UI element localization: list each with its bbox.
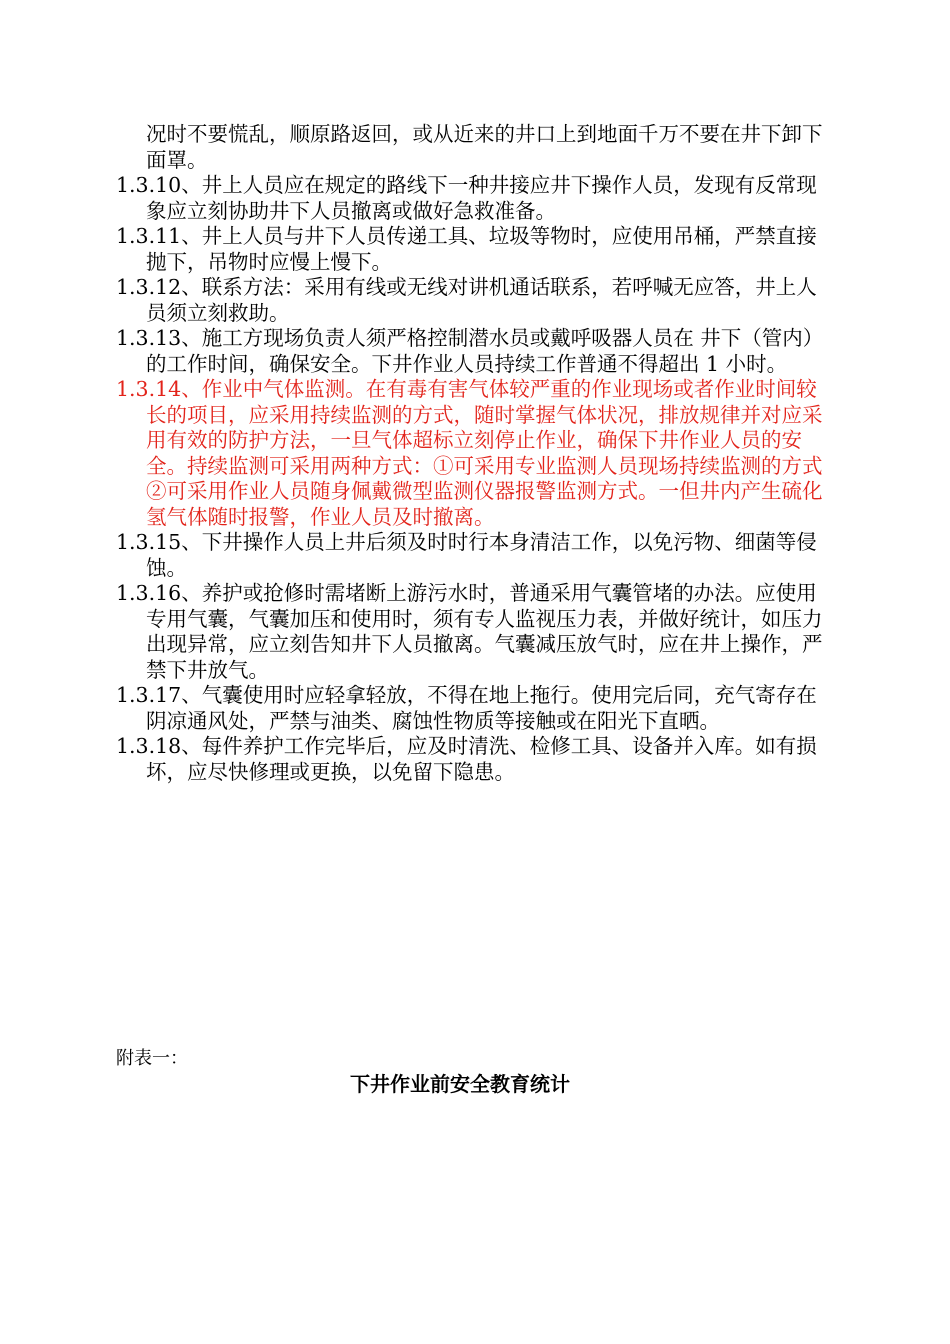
- paragraph-continuation: 况时不要慌乱，顺原路返回，或从近来的井口上到地面千万不要在井下卸下面罩。: [146, 122, 823, 172]
- document-body: [116, 122, 828, 785]
- appendix-title: 下井作业前安全教育统计: [350, 1072, 570, 1096]
- paragraph-1-3-14-highlighted: 1.3.14、作业中气体监测。在有毒有害气体较严重的作业现场或者作业时间较长的项目，应采用持续监测的方式，随时掌握气体状况，排放规律并对应采用有效的防护方法，一旦气体超标立刻停止作业，确保下井作业人员的安全。持续监测可采用两种方式：①可采用专业监测人员现场持续监测的方式②可采用作业人员随身佩戴微型监测仪器报警监测方式。一但井内产生硫化氢气体随时报警，作业人员及时撤离。: [116, 377, 823, 529]
- paragraph-1-3-10: 1.3.10、井上人员应在规定的路线下一种井接应井下操作人员，发现有反常现象应立刻协助井下人员撤离或做好急救准备。: [116, 173, 817, 223]
- paragraph-1-3-11: 1.3.11、井上人员与井下人员传递工具、垃圾等物时，应使用吊桶，严禁直接抛下，吊物时应慢上慢下。: [116, 224, 817, 274]
- paragraph-1-3-15: 1.3.15、下井操作人员上井后须及时时行本身清洁工作，以免污物、细菌等侵蚀。: [116, 530, 817, 580]
- paragraph-1-3-16: 1.3.16、养护或抢修时需堵断上游污水时，普通采用气囊管堵的办法。应使用专用气囊，气囊加压和使用时，须有专人监视压力表，并做好统计，如压力出现异常，应立刻告知井下人员撤离。气囊减压放气时，应在井上操作，严禁下井放气。: [116, 581, 823, 682]
- paragraph-1-3-18: 1.3.18、每件养护工作完毕后，应及时清洗、检修工具、设备并入库。如有损坏，应尽快修理或更换，以免留下隐患。: [116, 734, 817, 784]
- paragraph-1-3-17: 1.3.17、气囊使用时应轻拿轻放，不得在地上拖行。使用完后同，充气寄存在阴凉通风处，严禁与油类、腐蚀性物质等接触或在阳光下直晒。: [116, 683, 817, 733]
- appendix-label: 附表一：: [116, 1048, 188, 1069]
- paragraph-1-3-12: 1.3.12、联系方法：采用有线或无线对讲机通话联系，若呼喊无应答，井上人员须立刻救助。: [116, 275, 817, 325]
- paragraph-1-3-13: 1.3.13、施工方现场负责人须严格控制潜水员或戴呼吸器人员在 井下（管内）的工作时间，确保安全。下井作业人员持续工作普通不得超出 1 小时。: [116, 326, 824, 376]
